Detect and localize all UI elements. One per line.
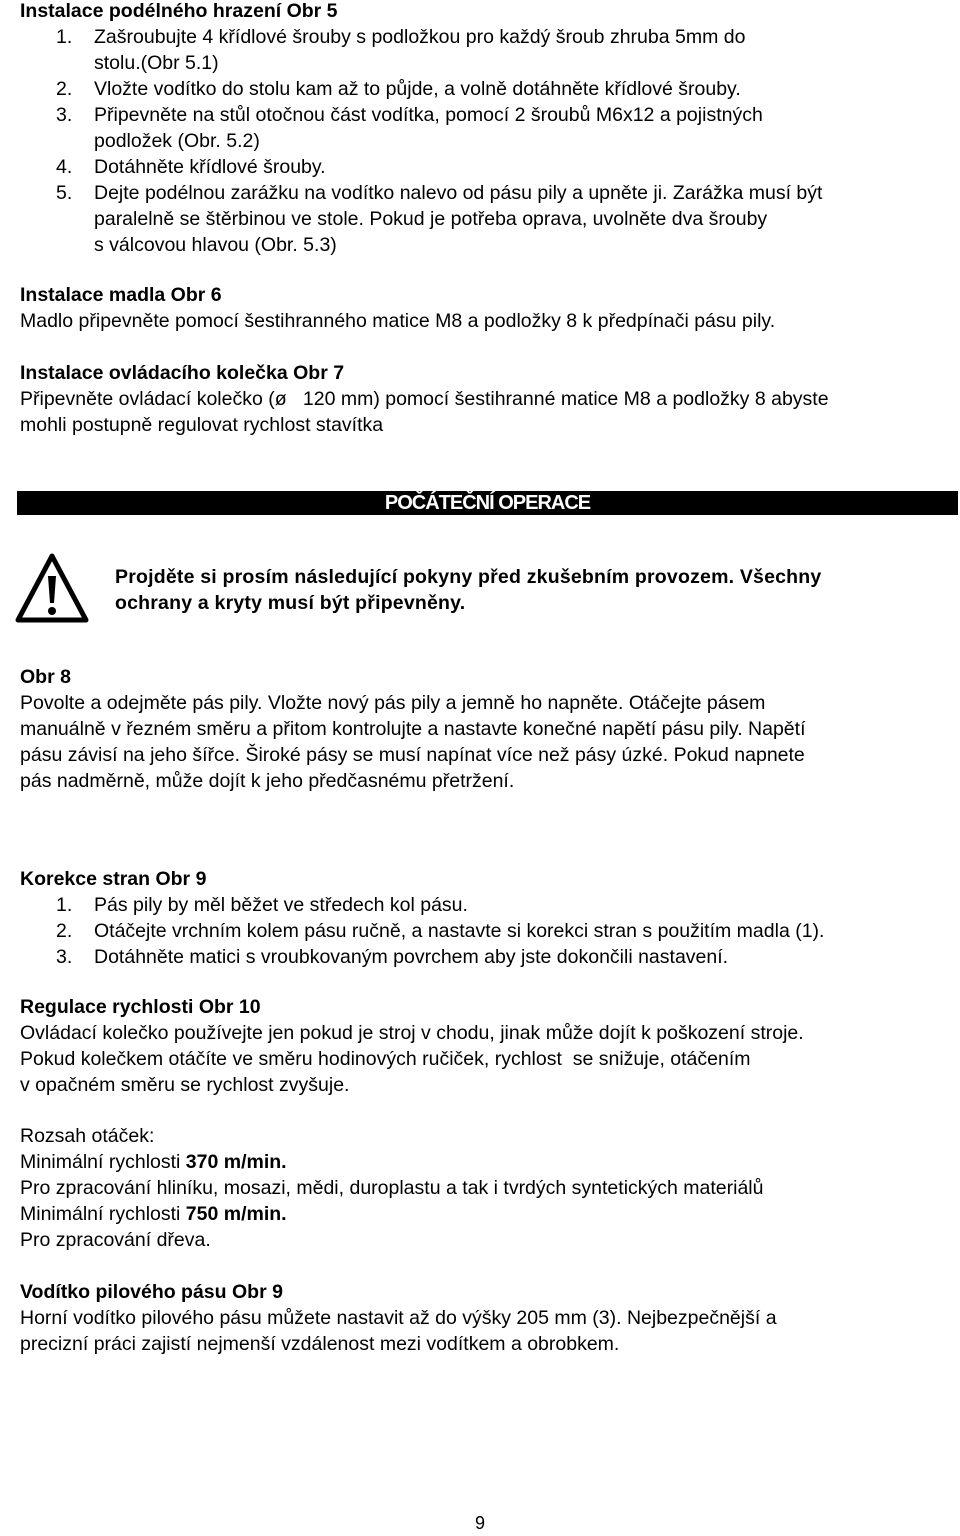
item-number: 1.	[56, 26, 73, 48]
speed-usage: Pro zpracování hliníku, mosazi, mědi, duroplastu a tak i tvrdých syntetických materiálů	[20, 1177, 764, 1199]
section-body: Madlo připevněte pomocí šestihranného matice M8 a podložky 8 k předpínači pásu pily.	[20, 310, 776, 332]
speed-prefix: Minimální rychlosti	[20, 1203, 186, 1225]
warning-triangle-icon	[12, 548, 92, 628]
item-line: stolu.(Obr 5.1)	[94, 52, 219, 74]
item-line: paralelně se štěrbinou ve stole. Pokud je potřeba oprava, uvolněte dva šrouby	[94, 208, 768, 230]
speed-line	[20, 1149, 955, 1175]
section-madlo	[20, 282, 955, 334]
section-title: Vodítko pilového pásu Obr 9	[20, 1281, 283, 1303]
item-text: Pás pily by měl běžet ve středech kol pásu.	[94, 894, 468, 916]
section-title: Instalace ovládacího kolečka Obr 7	[20, 362, 345, 384]
paragraph-line: pás nadměrně, může dojít k jeho předčasnému přetržení.	[20, 770, 515, 792]
list-item	[20, 918, 955, 944]
section-korekce	[20, 866, 955, 970]
paragraph-line: manuálně v řezném směru a přitom kontrolujte a nastavte konečné napětí pásu pily. Napětí	[20, 718, 806, 740]
paragraph-line: Pokud kolečkem otáčíte ve směru hodinových ručiček, rychlost se snižuje, otáčením	[20, 1048, 751, 1070]
speed-value: 370 m/min.	[185, 1151, 287, 1173]
item-number: 3.	[56, 104, 73, 126]
item-number: 3.	[56, 946, 73, 968]
item-line: Dejte podélnou zarážku na vodítko nalevo od pásu pily a upněte ji. Zarážka musí být	[94, 182, 823, 204]
section-kolecko	[20, 360, 955, 438]
steps-list	[20, 24, 955, 258]
paragraph-line: v opačném směru se rychlost zvyšuje.	[20, 1074, 350, 1096]
section-line: mohli postupně regulovat rychlost stavítka	[20, 414, 384, 436]
list-item	[20, 102, 955, 154]
page-number: 9	[474, 1513, 485, 1533]
item-number: 2.	[56, 920, 73, 942]
item-line: Připevněte na stůl otočnou část vodítka, pomocí 2 šroubů M6x12 a pojistných	[94, 104, 763, 126]
section-title: Instalace madla Obr 6	[20, 284, 222, 306]
section-regulace	[20, 994, 955, 1098]
section-title: Instalace podélného hrazení Obr 5	[20, 0, 338, 22]
speed-value: 750 m/min.	[185, 1203, 287, 1225]
section-obr8	[20, 664, 955, 794]
section-voditko	[20, 1279, 955, 1357]
item-line: Dotáhněte křídlové šrouby.	[94, 156, 326, 178]
warning-line: Projděte si prosím následující pokyny před zkušebním provozem. Všechny	[115, 566, 822, 588]
warning-text	[115, 564, 935, 616]
speed-prefix: Minimální rychlosti	[20, 1151, 186, 1173]
list-item	[20, 24, 955, 76]
list-item	[20, 180, 955, 258]
item-number: 5.	[56, 182, 73, 204]
item-line: Vložte vodítko do stolu kam až to půjde, a volně dotáhněte křídlové šrouby.	[94, 78, 741, 100]
item-text: Dotáhněte matici s vroubkovaným povrchem aby jste dokončili nastavení.	[94, 946, 729, 968]
section-title: Korekce stran Obr 9	[20, 868, 207, 890]
paragraph-line: precizní práci zajistí nejmenší vzdálenost mezi vodítkem a obrobkem.	[20, 1333, 620, 1355]
item-number: 1.	[56, 894, 73, 916]
speed-usage: Pro zpracování dřeva.	[20, 1229, 211, 1251]
section-title: Obr 8	[20, 666, 71, 688]
item-line: Zašroubujte 4 křídlové šrouby s podložkou pro každý šroub zhruba 5mm do	[94, 26, 746, 48]
item-line: s válcovou hlavou (Obr. 5.3)	[94, 234, 337, 256]
list-item	[20, 154, 955, 180]
paragraph-line: Horní vodítko pilového pásu můžete nastavit až do výšky 205 mm (3). Nejbezpečnější a	[20, 1307, 777, 1329]
section-title: Regulace rychlosti Obr 10	[20, 996, 261, 1018]
paragraph-line: pásu závisí na jeho šířce. Široké pásy se musí napínat více než pásy úzké. Pokud napnete	[20, 744, 805, 766]
list-item	[20, 892, 955, 918]
item-number: 4.	[56, 156, 73, 178]
item-text: Otáčejte vrchním kolem pásu ručně, a nastavte si korekci stran s použitím madla (1).	[94, 920, 825, 942]
steps-list	[20, 892, 955, 970]
paragraph-line: Povolte a odejměte pás pily. Vložte nový pás pily a jemně ho napněte. Otáčejte pásem	[20, 692, 766, 714]
list-item	[20, 76, 955, 102]
section-hrazeni	[20, 0, 955, 258]
warning-line: ochrany a kryty musí být připevněny.	[115, 592, 466, 614]
paragraph-line: Ovládací kolečko používejte jen pokud je stroj v chodu, jinak může dojít k poškození stroje.	[20, 1022, 804, 1044]
item-number: 2.	[56, 78, 73, 100]
list-item	[20, 944, 955, 970]
item-line: podložek (Obr. 5.2)	[94, 130, 260, 152]
speed-range-label: Rozsah otáček:	[20, 1125, 155, 1147]
section-banner: POČÁTEČNÍ OPERACE	[17, 491, 958, 515]
section-line: Připevněte ovládací kolečko (ø 120 mm) pomocí šestihranné matice M8 a podložky 8 abyste	[20, 388, 829, 410]
speed-line	[20, 1201, 955, 1227]
section-rozsah	[20, 1123, 955, 1253]
